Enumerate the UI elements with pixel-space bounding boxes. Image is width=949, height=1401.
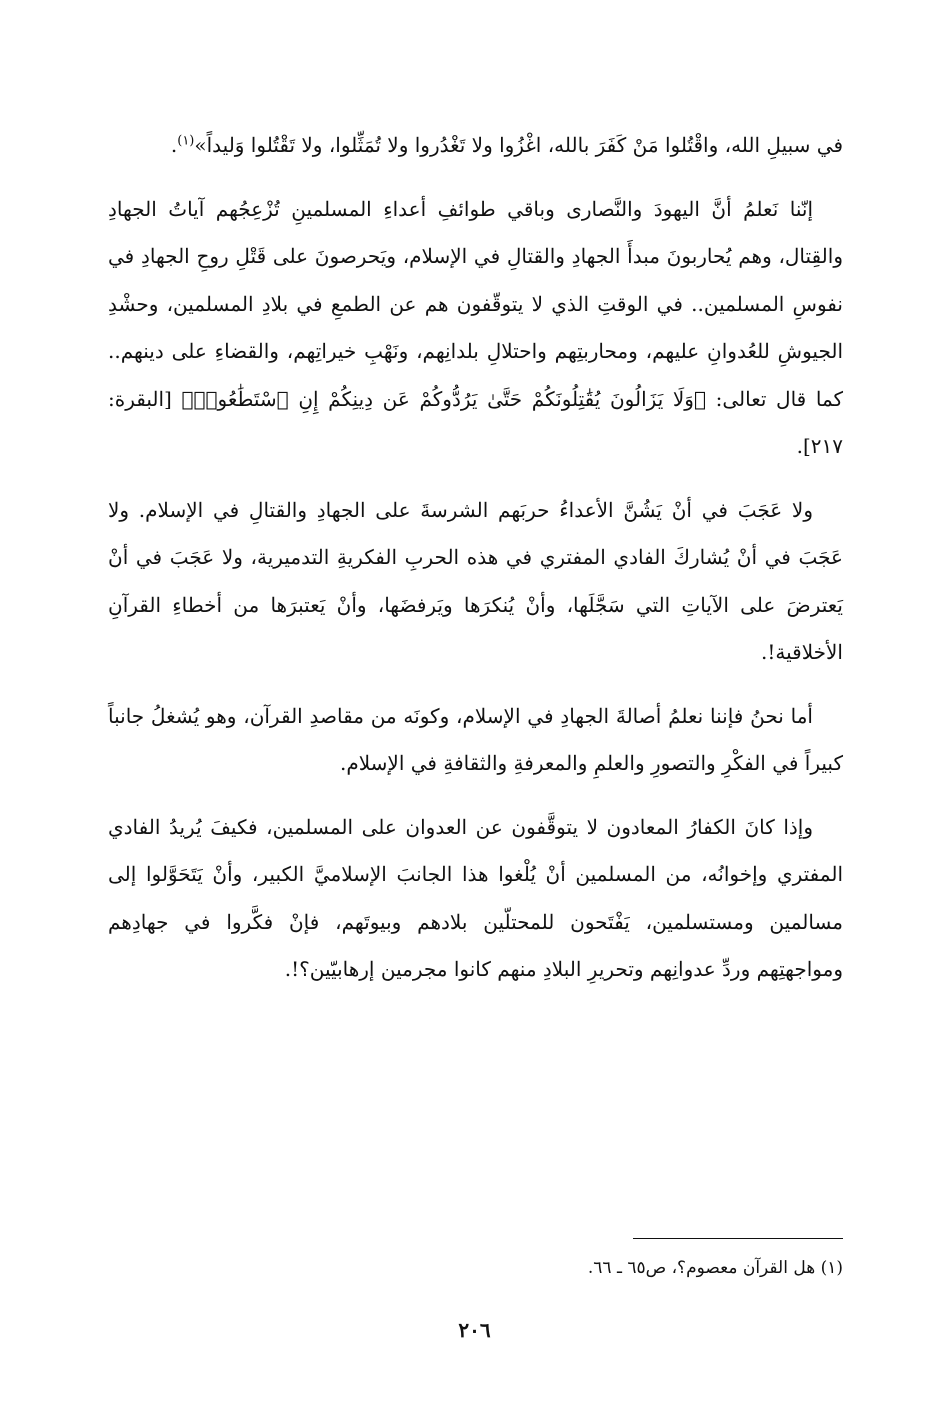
quran-verse: ﴿وَلَا يَزَالُونَ يُقَٰتِلُونَكُمْ حَتَّىٰ يَرُدُّوكُمْ عَن دِينِكُمْ إِنِ ٱسْتَطَٰعُوا۟﴾ <box>181 386 706 411</box>
paragraph-1-end: . <box>170 133 178 157</box>
paragraph-3 <box>108 487 843 677</box>
page-number: ٢٠٦ <box>458 1318 491 1342</box>
paragraph-4-text: أما نحنُ فإننا نعلمُ أصالةَ الجهادِ في الإسلام، وكونَه من مقاصدِ القرآن، وهو يُشغلُ جانباً كبيراً في الفكْرِ والتصورِ والعلمِ والمعرفةِ والثقافةِ في الإسلام. <box>108 703 843 775</box>
footnote-text: هل القرآن معصوم؟، ص٦٥ ـ ٦٦. <box>587 1258 816 1278</box>
footnote <box>108 1254 843 1282</box>
paragraph-3-text: ولا عَجَبَ في أنْ يَشُنَّ الأعداءُ حربَهم الشرسةَ على الجهادِ والقتالِ في الإسلام. ولا عَجَبَ في أنْ يُشاركَ الفادي المفتري في هذه الحربِ الفكريةِ التدميرية، ولا عَجَبَ في أنْ يَعترضَ على الآياتِ التي سَجَّلَها، وأنْ يُنكرَها ويَرفضَها، وأنْ يَعتبرَها من أخطاءِ القرآنِ الأخلاقية!. <box>108 497 843 664</box>
paragraph-5 <box>108 804 843 994</box>
footnote-marker: (١) <box>820 1258 843 1278</box>
body-text <box>108 122 843 1010</box>
paragraph-1-text: في سبيلِ الله، واقْتُلوا مَنْ كَفَرَ بالله، اغْزُوا ولا تَغْدُروا ولا تُمَثِّلوا، ولا تَقْتُلوا وَليداً» <box>194 133 843 157</box>
quran-citation: [البقرة: ٢١٧]. <box>108 386 843 458</box>
paragraph-5-text: وإذا كانَ الكفارُ المعادون لا يتوقَّفون عن العدوان على المسلمين، فكيفَ يُريدُ الفادي المفتري وإخوانُه، من المسلمين أنْ يُلْغوا هذا الجانبَ الإسلاميَّ الكبير، وأنْ يَتَحَوَّلوا إلى مسالمين ومستسلمين، يَفْتَحون للمحتلّين بلادهم وبيوتَهم، فإنْ فكَّروا في جهادِهم ومواجهتِهم وردِّ عدوانِهم وتحريرِ البلادِ منهم كانوا مجرمين إرهابيّين؟!. <box>108 814 843 981</box>
paragraph-1 <box>108 122 843 170</box>
footnote-divider <box>633 1238 843 1239</box>
footnote-reference: (١) <box>177 133 195 149</box>
paragraph-2 <box>108 186 843 471</box>
paragraph-4 <box>108 693 843 788</box>
paragraph-2-text: إنّنا نَعلمُ أنَّ اليهودَ والنَّصارى وباقي طوائفِ أعداءِ المسلمينِ تُزْعِجُهم آياتُ الجهادِ والقِتال، وهم يُحاربونَ مبدأَ الجهادِ والقتالِ في الإسلام، ويَحرصونَ على قَتْلِ روحِ الجهادِ في نفوسِ المسلمين.. في الوقتِ الذي لا يتوقّفون هم عن الطمعِ في بلادِ المسلمين، وحشْدِ الجيوشِ للعُدوانِ عليهم، ومحاربتِهم واحتلالِ بلدانِهم، ونَهْبِ خيراتِهم، والقضاءِ على دينهم.. كما قال تعالى: <box>108 196 844 411</box>
